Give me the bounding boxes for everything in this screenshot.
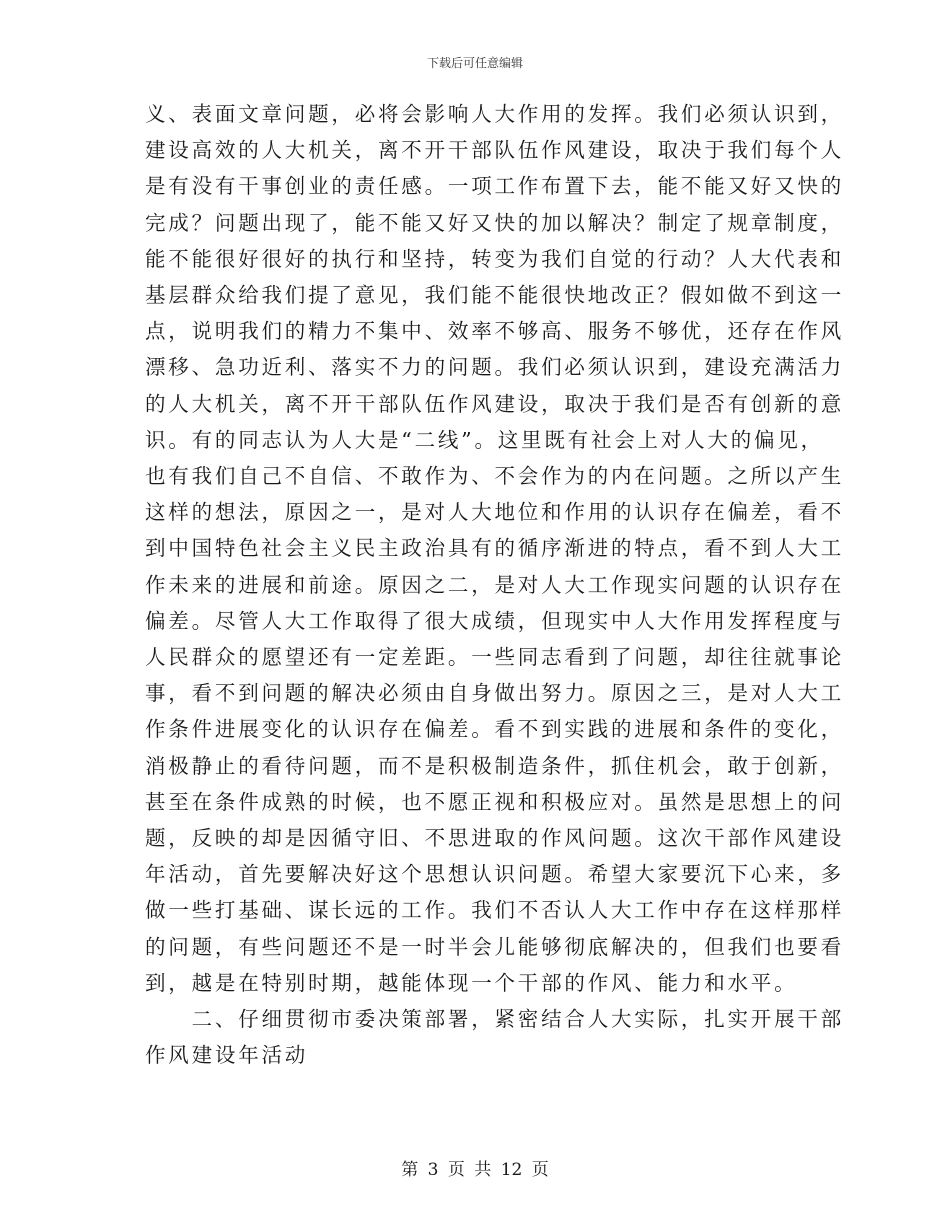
body-line: 的问题，有些问题还不是一时半会儿能够彻底解决的，但我们也要看 bbox=[145, 935, 844, 959]
body-line: 偏差。尽管人大工作取得了很大成绩，但现实中人大作用发挥程度与 bbox=[145, 609, 844, 633]
body-line: 义、表面文章问题，必将会影响人大作用的发挥。我们必须认识到， bbox=[145, 102, 844, 126]
body-line: 完成？问题出现了，能不能又好又快的加以解决？制定了规章制度， bbox=[145, 211, 844, 235]
body-line: 年活动，首先要解决好这个思想认识问题。希望大家要沉下心来，多 bbox=[145, 862, 844, 886]
body-line: 是有没有干事创业的责任感。一项工作布置下去，能不能又好又快的 bbox=[145, 174, 844, 198]
body-line: 做一些打基础、谋长远的工作。我们不否认人大工作中存在这样那样 bbox=[145, 898, 844, 922]
body-line: 的人大机关，离不开干部队伍作风建设，取决于我们是否有创新的意 bbox=[145, 392, 844, 416]
page-footer: 第 3 页 共 12 页 bbox=[401, 1160, 549, 1180]
body-line: 也有我们自己不自信、不敢作为、不会作为的内在问题。之所以产生 bbox=[145, 464, 844, 488]
body-line: 基层群众给我们提了意见，我们能不能很快地改正？假如做不到这一 bbox=[145, 283, 844, 307]
body-line: 这样的想法，原因之一，是对人大地位和作用的认识存在偏差，看不 bbox=[145, 500, 844, 524]
body-line: 二、仔细贯彻市委决策部署，紧密结合人大实际，扎实开展干部 bbox=[145, 1007, 844, 1031]
body-line: 识。有的同志认为人大是“二线”。这里既有社会上对人大的偏见， bbox=[145, 428, 824, 452]
body-line: 作未来的进展和前途。原因之二，是对人大工作现实问题的认识存在 bbox=[145, 573, 844, 597]
page-header: 下载后可任意编辑 bbox=[426, 56, 523, 70]
body-line: 消极静止的看待问题，而不是积极制造条件，抓住机会，敢于创新， bbox=[145, 754, 844, 778]
body-line: 到中国特色社会主义民主政治具有的循序渐进的特点，看不到人大工 bbox=[145, 536, 844, 560]
body-line: 能不能很好很好的执行和坚持，转变为我们自觉的行动？人大代表和 bbox=[145, 247, 844, 271]
body-line: 作条件进展变化的认识存在偏差。看不到实践的进展和条件的变化， bbox=[145, 717, 844, 741]
body-line: 建设高效的人大机关，离不开干部队伍作风建设，取决于我们每个人 bbox=[145, 138, 844, 162]
body-line: 点，说明我们的精力不集中、效率不够高、服务不够优，还存在作风 bbox=[145, 319, 844, 343]
body-line: 甚至在条件成熟的时候，也不愿正视和积极应对。虽然是思想上的问 bbox=[145, 790, 844, 814]
body-line: 作风建设年活动 bbox=[145, 1043, 309, 1067]
body-line: 人民群众的愿望还有一定差距。一些同志看到了问题，却往往就事论 bbox=[145, 645, 844, 669]
body-line: 事，看不到问题的解决必须由自身做出努力。原因之三，是对人大工 bbox=[145, 681, 844, 705]
body-line: 到，越是在特别时期，越能体现一个干部的作风、能力和水平。 bbox=[145, 971, 798, 995]
body-line: 题，反映的却是因循守旧、不思进取的作风问题。这次干部作风建设 bbox=[145, 826, 844, 850]
body-line: 漂移、急功近利、落实不力的问题。我们必须认识到，建设充满活力 bbox=[145, 355, 844, 379]
